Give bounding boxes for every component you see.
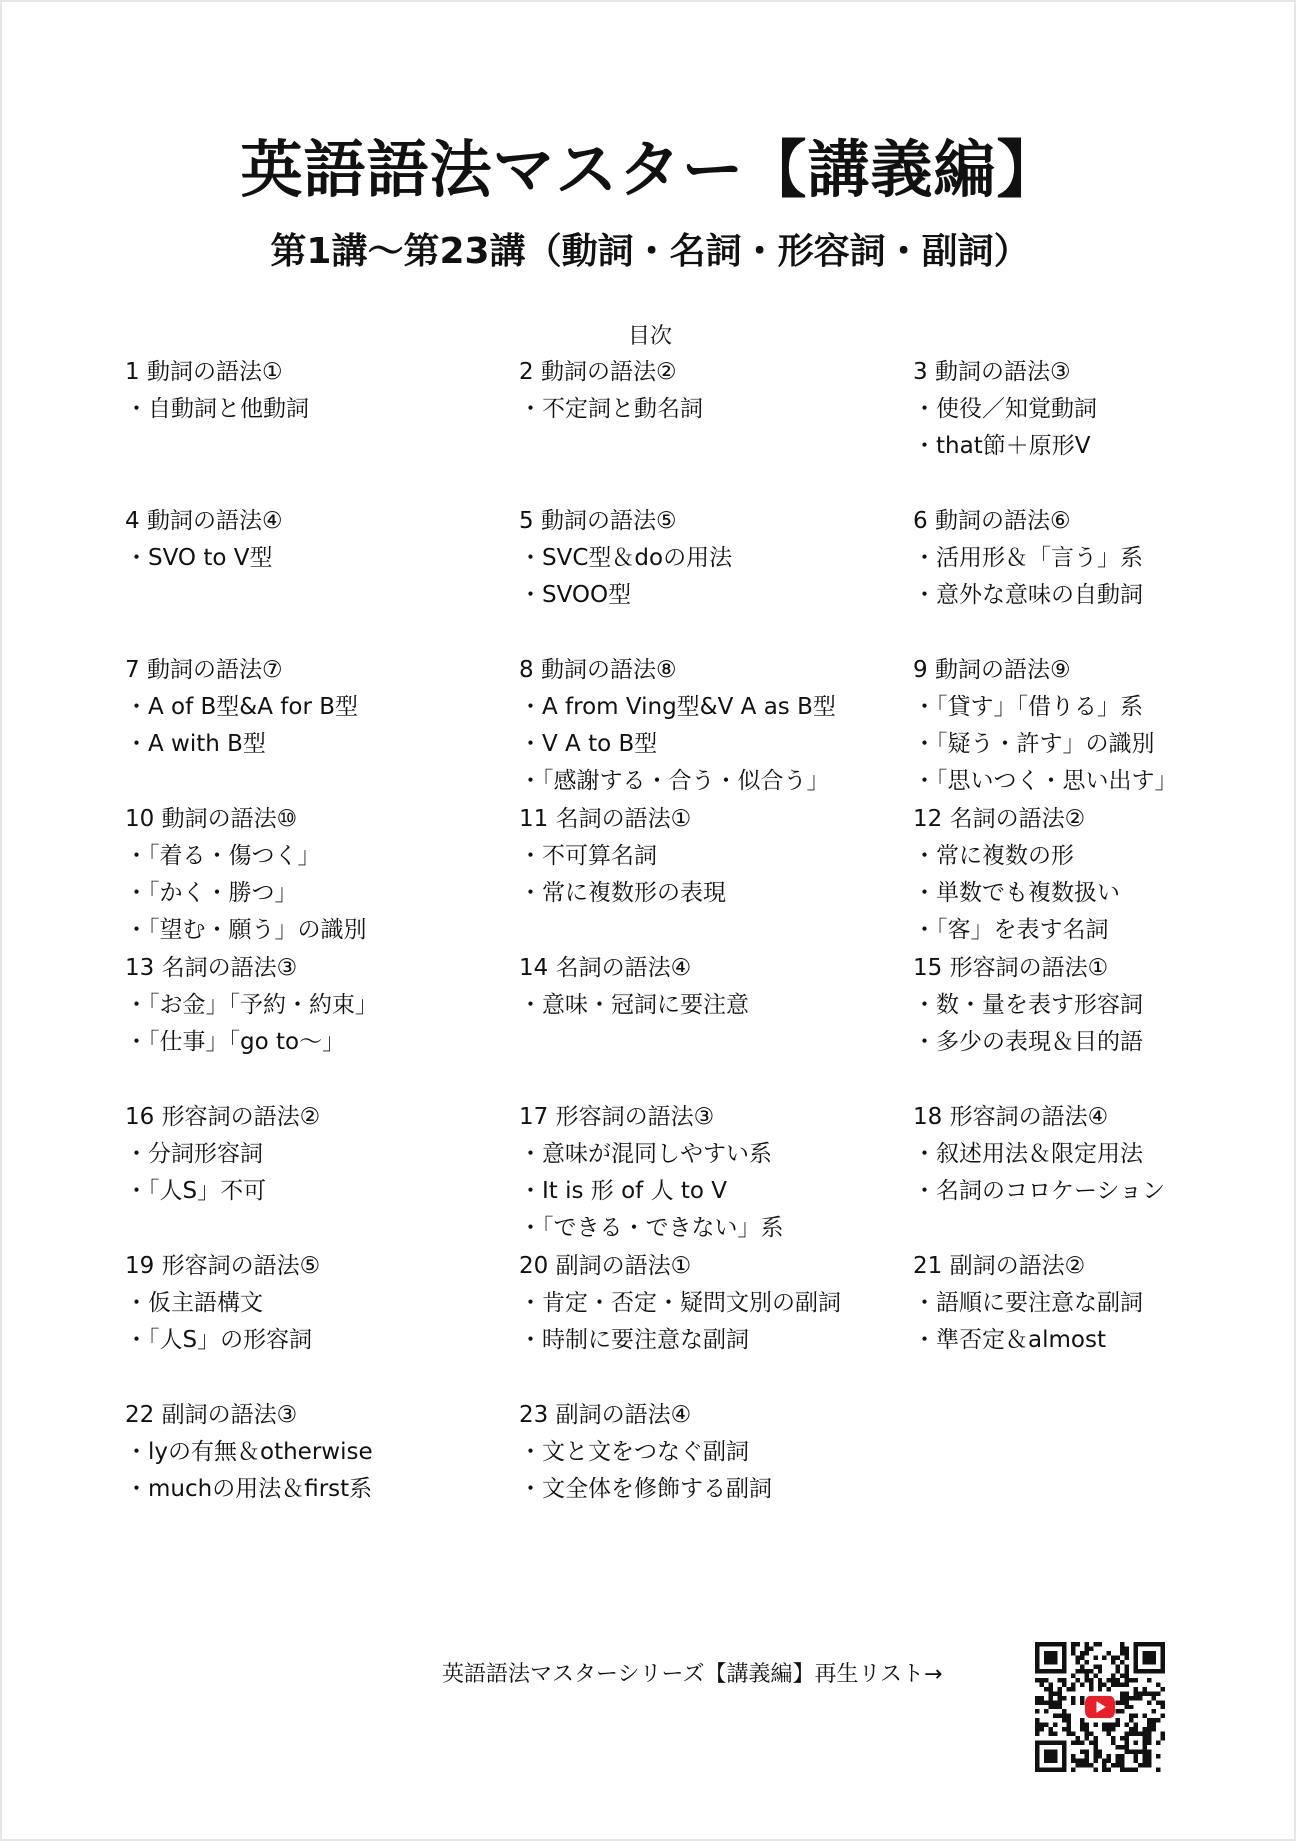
lesson-topic: ・文全体を修飾する副詞 [519, 1476, 772, 1502]
lesson-title: 15 形容詞の語法① [913, 955, 1109, 981]
lesson-title: 12 名詞の語法② [913, 806, 1086, 832]
lesson-title: 1 動詞の語法① [125, 359, 283, 385]
lesson-entry [913, 950, 1255, 1099]
lesson-topic: ・名詞のコロケーション [913, 1178, 1166, 1204]
lesson-topic: ・意外な意味の自動詞 [913, 582, 1143, 608]
lesson-entry [519, 1397, 913, 1546]
lesson-entry [125, 1248, 519, 1397]
lesson-entry [125, 503, 519, 652]
lesson-topic: ・意味が混同しやすい系 [519, 1141, 772, 1167]
page-title: 英語語法マスター【講義編】 [240, 133, 1060, 206]
lesson-topic: ・lyの有無＆otherwise [125, 1439, 373, 1465]
youtube-play-icon [1085, 1696, 1115, 1718]
lesson-topic: ・不定詞と動名詞 [519, 396, 703, 422]
lesson-entry [519, 801, 913, 950]
lesson-topic: ・不可算名詞 [519, 843, 657, 869]
lesson-topic: ・It is 形 of 人 to V [519, 1178, 728, 1204]
lesson-entry [913, 503, 1255, 652]
lesson-topic: ・V A to B型 [519, 731, 658, 757]
lesson-topic: ・意味・冠詞に要注意 [519, 992, 749, 1018]
playlist-label: 英語語法マスターシリーズ【講義編】再生リスト→ [442, 1662, 943, 1687]
lesson-title: 5 動詞の語法⑤ [519, 508, 677, 534]
lesson-entry [913, 801, 1255, 950]
lesson-entry [125, 354, 519, 503]
lesson-topic: ・A from Ving型&V A as B型 [519, 694, 836, 720]
lesson-topic: ・「着る・傷つく」 [125, 843, 321, 869]
lesson-topic: ・常に複数形の表現 [519, 880, 726, 906]
lesson-title: 8 動詞の語法⑧ [519, 657, 677, 683]
lesson-topic: ・「仕事」「go to〜」 [125, 1029, 346, 1055]
lesson-topic: ・A with B型 [125, 731, 266, 757]
lesson-topic: ・「お金」「予約・約束」 [125, 992, 378, 1018]
lesson-entry [519, 1248, 913, 1397]
lesson-title: 10 動詞の語法⑩ [125, 806, 298, 832]
lesson-title: 4 動詞の語法④ [125, 508, 283, 534]
lesson-topic: ・「貸す」「借りる」系 [913, 694, 1143, 720]
lesson-topic: ・「客」を表す名詞 [913, 917, 1109, 943]
lesson-topic: ・SVOO型 [519, 582, 632, 608]
lesson-topic: ・単数でも複数扱い [913, 880, 1120, 906]
lesson-title: 23 副詞の語法④ [519, 1402, 692, 1428]
toc-heading: 目次 [627, 324, 672, 349]
lesson-title: 3 動詞の語法③ [913, 359, 1071, 385]
lesson-title: 20 副詞の語法① [519, 1253, 692, 1279]
lesson-entry [125, 801, 519, 950]
lesson-entry [519, 950, 913, 1099]
lesson-topic: ・自動詞と他動詞 [125, 396, 309, 422]
page-subtitle: 第1講〜第23講（動詞・名詞・形容詞・副詞） [270, 231, 1030, 272]
lesson-title: 11 名詞の語法① [519, 806, 692, 832]
lesson-title: 7 動詞の語法⑦ [125, 657, 283, 683]
lesson-topic: ・数・量を表す形容詞 [913, 992, 1143, 1018]
lesson-title: 13 名詞の語法③ [125, 955, 298, 981]
qr-code-icon[interactable] [1035, 1642, 1165, 1772]
lesson-entry [519, 354, 913, 503]
lesson-entry [913, 1248, 1255, 1397]
lesson-topic: ・肯定・否定・疑問文別の副詞 [519, 1290, 841, 1316]
lesson-entry [913, 354, 1255, 503]
lesson-title: 22 副詞の語法③ [125, 1402, 298, 1428]
lesson-title: 18 形容詞の語法④ [913, 1104, 1109, 1130]
lesson-topic: ・A of B型&A for B型 [125, 694, 358, 720]
lesson-title: 6 動詞の語法⑥ [913, 508, 1071, 534]
lesson-topic: ・that節＋原形V [913, 433, 1091, 459]
lesson-topic: ・叙述用法＆限定用法 [913, 1141, 1143, 1167]
lesson-entry [125, 652, 519, 801]
lesson-entry [519, 1099, 913, 1248]
lesson-topic: ・仮主語構文 [125, 1290, 263, 1316]
lesson-topic: ・時制に要注意な副詞 [519, 1327, 749, 1353]
lesson-title: 21 副詞の語法② [913, 1253, 1086, 1279]
lesson-title: 17 形容詞の語法③ [519, 1104, 715, 1130]
lesson-entry [519, 652, 913, 801]
lesson-topic: ・「感謝する・合う・似合う」 [519, 768, 830, 794]
lesson-topic: ・文と文をつなぐ副詞 [519, 1439, 749, 1465]
table-of-contents [125, 354, 1255, 1546]
lesson-topic: ・「人S」不可 [125, 1178, 267, 1204]
lesson-title: 9 動詞の語法⑨ [913, 657, 1071, 683]
lesson-topic: ・「かく・勝つ」 [125, 880, 298, 906]
lesson-topic: ・SVO to V型 [125, 545, 273, 571]
lesson-entry [913, 1099, 1255, 1248]
lesson-title: 16 形容詞の語法② [125, 1104, 321, 1130]
lesson-topic: ・「できる・できない」系 [519, 1215, 784, 1241]
lesson-topic: ・使役／知覚動詞 [913, 396, 1097, 422]
lesson-entry [913, 652, 1255, 801]
lesson-topic: ・常に複数の形 [913, 843, 1074, 869]
lesson-entry [519, 503, 913, 652]
lesson-topic: ・SVC型＆doの用法 [519, 545, 733, 571]
lesson-topic: ・語順に要注意な副詞 [913, 1290, 1143, 1316]
lesson-topic: ・多少の表現＆目的語 [913, 1029, 1143, 1055]
lesson-entry [125, 950, 519, 1099]
lesson-entry [125, 1099, 519, 1248]
lesson-topic: ・「望む・願う」の識別 [125, 917, 367, 943]
lesson-topic: ・活用形＆「言う」系 [913, 545, 1143, 571]
lesson-topic: ・「疑う・許す」の識別 [913, 731, 1155, 757]
lesson-topic: ・準否定＆almost [913, 1327, 1106, 1353]
lesson-title: 2 動詞の語法② [519, 359, 677, 385]
lesson-entry [125, 1397, 519, 1546]
lesson-title: 14 名詞の語法④ [519, 955, 692, 981]
lesson-topic: ・分詞形容詞 [125, 1141, 263, 1167]
lesson-topic: ・muchの用法＆first系 [125, 1476, 373, 1502]
lesson-topic: ・「思いつく・思い出す」 [913, 768, 1178, 794]
lesson-topic: ・「人S」の形容詞 [125, 1327, 313, 1353]
lesson-title: 19 形容詞の語法⑤ [125, 1253, 321, 1279]
